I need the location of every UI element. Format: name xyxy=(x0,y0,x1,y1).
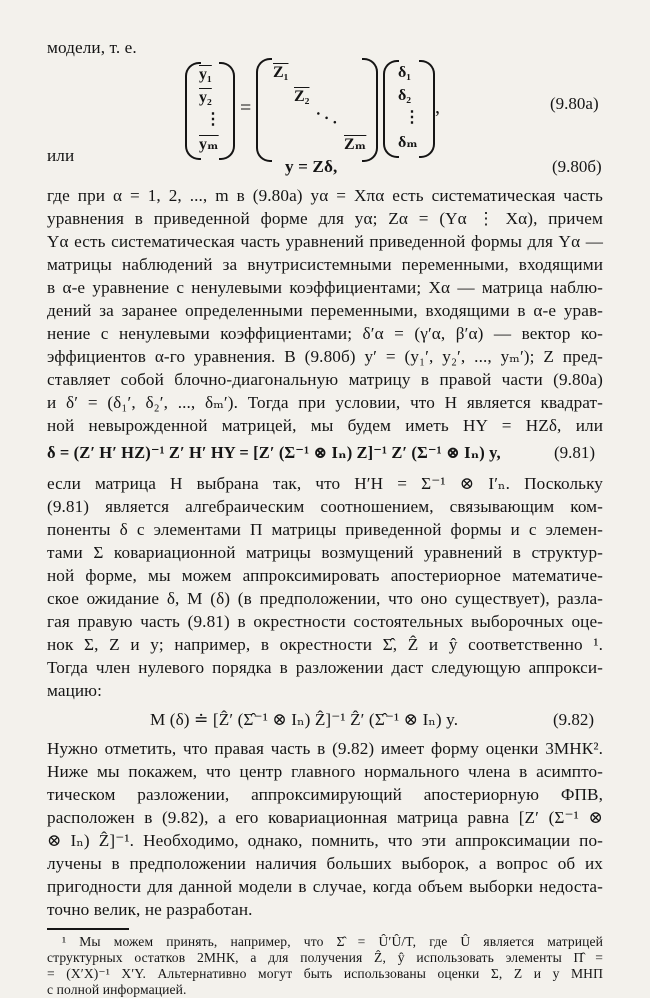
delta-entry: δ₂ xyxy=(398,87,412,104)
equals-sign: = xyxy=(240,97,252,119)
text-line: уравнения в приведенной форме для yα; Zα = (Yα ⋮ Xα), причем xyxy=(47,209,603,228)
text-line: ское ожидание δ, M (δ) (в предположении, что оно существует), разла- xyxy=(47,589,603,608)
text-line: точно велик, не разработан. xyxy=(47,900,253,919)
text-line: Yα есть систематическая часть уравнений приведенной формы для Yα — xyxy=(47,232,603,251)
diagonal-dots: · · · xyxy=(311,105,341,132)
text-line: матрицы наблюдений за внутрисистемными переменными, входящими xyxy=(47,255,603,274)
text-line: (9.81) является алгебраическим соотношением, связывающим ком- xyxy=(47,497,603,516)
delta-entry: δ₁ xyxy=(398,64,412,81)
text-line: расположен в (9.82), а его ковариационная матрица равна [Z′ (Σ⁻¹ ⊗ xyxy=(47,808,603,827)
right-paren xyxy=(419,60,435,158)
equation-number: (9.82) xyxy=(553,710,595,729)
text-line: пригодности для данной модели в случае, когда объем выборки недоста- xyxy=(47,877,603,896)
text-line: ной форме, мы можем аппроксимировать апостериорное математиче- xyxy=(47,566,603,585)
text-line: лучены в предположении наличия больших выборок, а вопрос об их xyxy=(47,854,603,873)
text-line: и δ′ = (δ₁′, δ₂′, ..., δₘ′). Тогда при условии, что H является квадрат- xyxy=(47,393,603,412)
footnote-line: ¹ Мы можем принять, например, что Σ̂ = Û′Û/T, где Û является матрицей xyxy=(62,934,603,949)
text-line: в α-е уравнение с ненулевыми коэффициентами; Xα — матрица наблю- xyxy=(47,278,603,297)
text-line: Ниже мы покажем, что центр главного нормального члена в асимпто- xyxy=(47,762,603,781)
z-block-matrix xyxy=(256,58,378,162)
equation-text: M (δ) ≐ [Ẑ′ (Σ̂⁻¹ ⊗ Iₙ) Ẑ]⁻¹ Ẑ′ (Σ̂⁻¹ ⊗ Iₙ) y. xyxy=(150,710,459,729)
text-line: нение с ненулевыми коэффициентами; δ′α = (γ′α, β′α) — вектор ко- xyxy=(47,324,603,343)
intro-text: модели, т. е. xyxy=(47,38,137,57)
y-entry: ⋮ xyxy=(205,111,221,128)
text-line: эффициентов α-го уравнения. В (9.80б) y′ = (y₁′, y₂′, ..., yₘ′); Z пред- xyxy=(47,347,603,366)
equation-comma: , xyxy=(435,96,440,118)
z-entry: Z₁ xyxy=(273,64,289,81)
equation-text: y = Zδ, xyxy=(285,157,338,176)
text-line: тами Σ ковариационной матрицы возмущений уравнений в структур- xyxy=(47,543,603,562)
text-line: мацию: xyxy=(47,681,102,700)
footnote-line: = (X′X)⁻¹ X′Y. Альтернативно могут быть использованы оценки Σ, Z и y МНП xyxy=(47,966,603,981)
y-entry: $\overline{y_m}$ xyxy=(199,136,219,153)
text-line: тическом разложении, аппроксимирующий апостериорную ФПВ, xyxy=(47,785,603,804)
text-line: ⊗ Iₙ) Ẑ]⁻¹. Необходимо, однако, помнить, что эти аппроксимации по- xyxy=(47,831,603,850)
text-line: ной невырожденной матрицей, мы будем иметь HY = HZδ, или xyxy=(47,416,603,435)
text-line: нок Σ, Z и y; например, в окрестности Σ̂, Ẑ и ŷ соответственно ¹. xyxy=(47,635,603,654)
text-line: где при α = 1, 2, ..., m в (9.80a) yα = Xπα есть систематическая часть xyxy=(47,186,603,205)
text-line: если матрица H выбрана так, что H′H = Σ⁻¹ ⊗ I′ₙ. Поскольку xyxy=(47,474,603,493)
delta-vector xyxy=(383,60,435,158)
text-line: гая правую часть (9.81) в окрестности состоятельных выборочных оце- xyxy=(47,612,603,631)
y-vector xyxy=(185,62,235,160)
text-line: Нужно отметить, что правая часть в (9.82) имеет форму оценки 3МНК². xyxy=(47,739,603,758)
right-paren xyxy=(219,62,235,160)
equation-text: δ = (Z′ H′ HZ)⁻¹ Z′ H′ HY = [Z′ (Σ⁻¹ ⊗ Iₙ) Z]⁻¹ Z′ (Σ⁻¹ ⊗ Iₙ) y, xyxy=(47,443,501,462)
text-line: Тогда член нулевого порядка в разложении даст следующую аппрокси- xyxy=(47,658,603,677)
footnote-line: с полной информацией. xyxy=(47,982,187,997)
equation-number: (9.81) xyxy=(554,443,596,462)
equation-number: (9.80a) xyxy=(550,94,599,113)
z-entry: Z₂ xyxy=(294,88,310,105)
z-entry: $\overline{Z_m}$ xyxy=(344,136,367,153)
y-entry: y₁ xyxy=(199,66,212,83)
text-line: ставляет собой блочно-диагональную матрицу в правой части (9.80a) xyxy=(47,370,603,389)
y-entry: y₂ xyxy=(199,89,212,106)
footnote-line: структурных остатков 2МНК, а для получения Ẑ, ŷ использовать элементы Π̂ = xyxy=(47,950,603,965)
delta-entry: δₘ xyxy=(398,134,418,151)
text-line: поненты δ с элементами Π матрицы приведенной формы и с элемен- xyxy=(47,520,603,539)
delta-entry: ⋮ xyxy=(404,109,420,126)
left-paren xyxy=(383,60,399,158)
footnote-separator xyxy=(47,928,129,930)
ili-text: или xyxy=(47,146,75,165)
text-line: дений за заранее определенными переменными, входящими в α-е урав- xyxy=(47,301,603,320)
equation-number: (9.80б) xyxy=(552,157,602,176)
left-paren xyxy=(256,58,272,162)
